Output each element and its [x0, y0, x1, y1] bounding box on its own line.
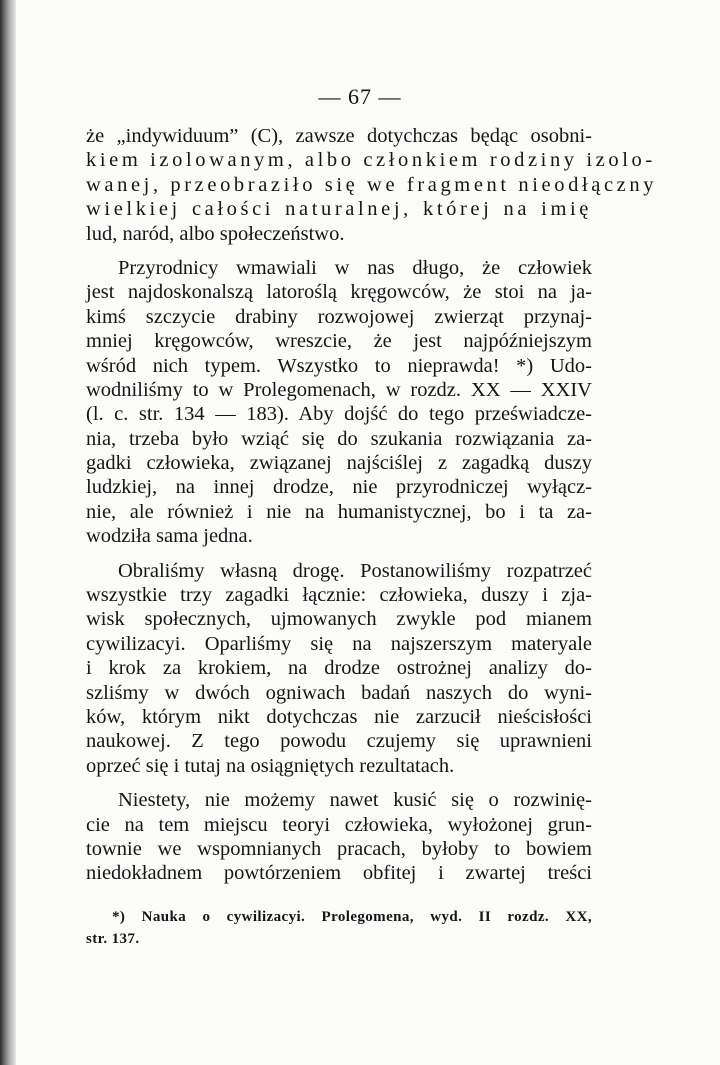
text-line: oprzeć się i tutaj na osiągniętych rezultatach.: [86, 754, 455, 777]
text-line: wanej, przeobraziło się we fragment nieodłączny: [86, 173, 658, 196]
text-line: wisk społecznych, ujmowanych zwykle pod mianem: [86, 608, 592, 631]
text-line: niedokładnem powtórzeniem obfitej i zwartej treści: [86, 862, 592, 885]
text-line: że „indywiduum” (C), zawsze dotychczas będąc osobni‑: [86, 125, 592, 147]
text-line: nie, ale również i nie na humanistycznej, bo i ta za‑: [86, 500, 592, 523]
footnote-line: *) Nauka o cywilizacyi. Prolegomena, wyd. II rozdz. XX,: [112, 909, 592, 925]
footnote: [86, 906, 592, 950]
text-line: townie we wspomnianych pracach, byłoby to bowiem: [86, 837, 592, 860]
text-line: kiem izolowanym, albo członkiem rodziny izolo‑: [86, 149, 656, 172]
text-line: naukowej. Z tego powodu czujemy się uprawnieni: [86, 730, 592, 753]
text-line: ków, którym nikt dotychczas nie zarzucił nieścisłości: [86, 705, 592, 728]
text-line: Przyrodnicy wmawiali w nas długo, że człowiek: [118, 256, 592, 279]
paragraph-3: [86, 559, 592, 779]
text-line: szliśmy w dwóch ogniwach badań naszych do wyni‑: [86, 681, 592, 704]
paragraph-1: [86, 124, 658, 246]
text-line: i krok za krokiem, na drodze ostrożnej analizy do‑: [86, 657, 592, 680]
text-line: jest najdoskonalszą latoroślą kręgowców, że stoi na ja‑: [86, 281, 592, 304]
paragraph-2: [86, 256, 592, 549]
text-line: wielkiej całości naturalnej, której na imię: [86, 198, 592, 221]
text-line: wszystkie trzy zagadki łącznie: człowieka, duszy i zja‑: [86, 584, 592, 607]
text-line: wśród nich typem. Wszystko to nieprawda! *) Udo‑: [86, 354, 592, 377]
text-line: Obraliśmy własną drogę. Postanowiliśmy rozpatrzeć: [118, 559, 592, 582]
main-text: [86, 124, 658, 886]
text-line: lud, naród, albo społeczeństwo.: [86, 222, 345, 245]
text-line: ludzkiej, na innej drodze, nie przyrodniczej wyłącz‑: [86, 476, 592, 499]
text-line: wodniliśmy to w Prolegomenach, w rozdz. XX — XXIV: [86, 378, 592, 401]
text-line: Niestety, nie możemy nawet kusić się o rozwinię‑: [118, 789, 592, 812]
text-line: nia, trzeba było wziąć się do szukania rozwiązania za‑: [86, 427, 592, 450]
text-line: cywilizacyi. Oparliśmy się na najszerszym materyale: [86, 632, 592, 655]
text-line: gadki człowieka, związanej najściślej z zagadką duszy: [86, 452, 592, 475]
text-line: mniej kręgowców, wreszcie, że jest najpóźniejszym: [86, 330, 592, 353]
paragraph-4: [86, 788, 592, 886]
footnote-line: str. 137.: [86, 931, 140, 947]
page-edge-shadow: [0, 0, 16, 1065]
text-line: kimś szczycie drabiny rozwojowej zwierząt przynaj‑: [86, 305, 592, 328]
page-number: — 67 —: [318, 84, 402, 109]
text-line: cie na tem miejscu teoryi człowieka, wyłożonej grun‑: [86, 813, 592, 836]
text-line: wodziła sama jedna.: [86, 525, 253, 548]
text-line: (l. c. str. 134 — 183). Aby dojść do tego przeświadcze‑: [86, 403, 592, 426]
